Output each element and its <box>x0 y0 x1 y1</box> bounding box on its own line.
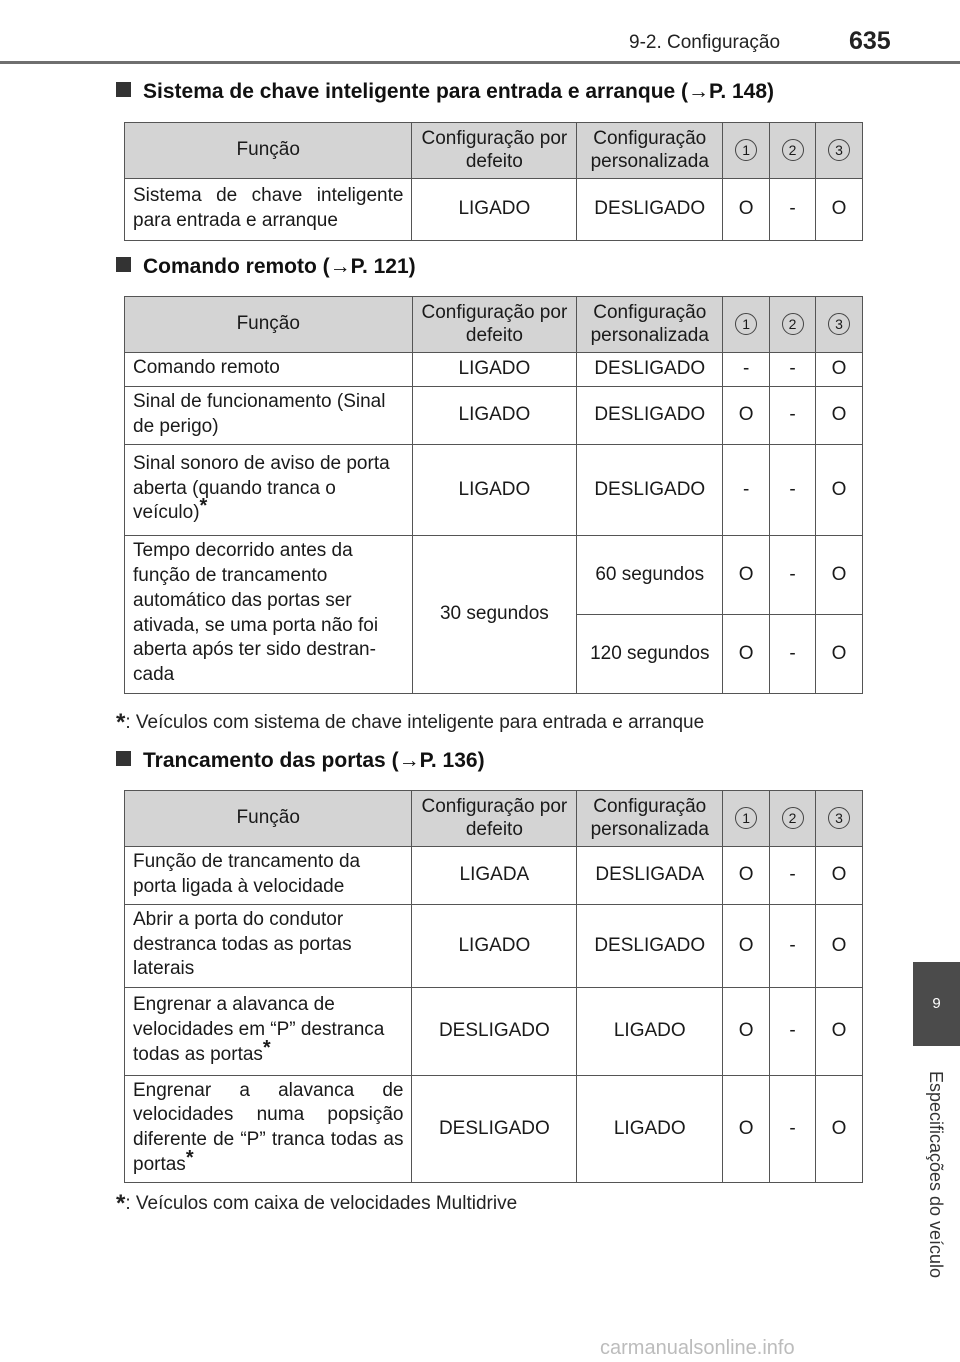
col-header-function: Função <box>125 297 413 353</box>
section-heading: 9-2. Configuração <box>629 32 781 53</box>
col-header-default: Configuração por defeito <box>412 297 577 353</box>
custom-cell: LIGADO <box>577 1076 723 1183</box>
table-header-row <box>125 791 863 847</box>
method-1-cell: O <box>723 615 770 694</box>
table-row <box>125 445 863 536</box>
method-2-cell: - <box>770 445 816 536</box>
table-row <box>125 905 863 988</box>
function-cell: Engrenar a alavanca de velocidades em “P” destranca todas as portas* <box>125 988 412 1076</box>
chapter-tab-label: Especificações do veículo <box>926 1070 947 1278</box>
function-cell: Função de trancamento da porta ligada à velocidade <box>125 847 412 905</box>
col-header-function: Função <box>125 123 412 179</box>
custom-cell: DESLIGADO <box>577 445 723 536</box>
custom-cell: DESLIGADA <box>577 847 723 905</box>
bullet-square-icon <box>116 257 131 272</box>
method-2-cell: - <box>770 905 816 988</box>
default-cell: DESLIGADO <box>412 1076 577 1183</box>
table-row <box>125 353 863 387</box>
custom-cell: DESLIGADO <box>577 387 723 445</box>
method-2-cell: - <box>770 387 816 445</box>
method-2-icon: 2 <box>782 807 804 829</box>
method-1-cell: O <box>723 179 770 241</box>
method-2-icon: 2 <box>782 139 804 161</box>
bullet-square-icon <box>116 751 131 766</box>
function-cell: Engrenar a alavanca de velocidades numa popsição diferente de “P” tranca todas as portas* <box>125 1076 412 1183</box>
table-row <box>125 179 863 241</box>
custom-cell: 60 segundos <box>577 536 723 615</box>
function-cell: Sinal sonoro de aviso de porta aberta (quando tranca o veículo)* <box>125 445 413 536</box>
col-header-custom: Configuração personalizada <box>577 123 723 179</box>
method-2-cell: - <box>770 988 816 1076</box>
function-cell: Comando remoto <box>125 353 413 387</box>
custom-cell: 120 segundos <box>577 615 723 694</box>
section-title-door-lock: Trancamento das portas (→P. 136) <box>116 749 485 773</box>
default-cell: LIGADO <box>412 905 577 988</box>
method-3-icon: 3 <box>828 139 850 161</box>
table-header-row <box>125 297 863 353</box>
method-3-cell: O <box>816 179 863 241</box>
method-1-cell: O <box>723 1076 770 1183</box>
default-cell: LIGADO <box>412 387 577 445</box>
method-3-cell: O <box>816 847 863 905</box>
col-header-function: Função <box>125 791 412 847</box>
function-cell: Tempo decorrido antes da função de trancamento automático das portas ser ativada, se uma porta não foi aberta após ter sido destran-cada <box>125 536 413 694</box>
chapter-tab: 9 <box>913 962 960 1046</box>
footnote-marker: * <box>199 495 208 518</box>
col-header-custom: Configuração personalizada <box>577 297 723 353</box>
method-1-cell: - <box>723 445 770 536</box>
page-header <box>0 0 960 64</box>
method-1-cell: O <box>723 536 770 615</box>
method-3-cell: O <box>816 988 863 1076</box>
table-row <box>125 847 863 905</box>
table-row <box>125 988 863 1076</box>
footnote-multidrive: *: Veículos com caixa de velocidades Multidrive <box>116 1190 518 1217</box>
settings-table-smart-key <box>124 122 863 241</box>
custom-cell: LIGADO <box>577 988 723 1076</box>
col-header-custom: Configuração personalizada <box>577 791 723 847</box>
method-3-cell: O <box>816 353 863 387</box>
footnote-marker: * <box>185 1146 194 1169</box>
method-2-cell: - <box>770 847 816 905</box>
bullet-square-icon <box>116 82 131 97</box>
footnote-marker: * <box>262 1036 271 1059</box>
method-2-cell: - <box>770 353 816 387</box>
method-2-cell: - <box>770 536 816 615</box>
function-cell: Sistema de chave inteligente para entrada e arranque <box>125 179 412 241</box>
custom-cell: DESLIGADO <box>577 353 723 387</box>
function-cell: Abrir a porta do condutor destranca todas as portas laterais <box>125 905 412 988</box>
default-cell: 30 segundos <box>412 536 577 694</box>
table-row <box>125 536 863 615</box>
default-cell: LIGADA <box>412 847 577 905</box>
method-3-cell: O <box>816 445 863 536</box>
default-cell: DESLIGADO <box>412 988 577 1076</box>
method-1-cell: O <box>723 387 770 445</box>
watermark: carmanualsonline.info <box>600 1337 795 1359</box>
method-1-cell: - <box>723 353 770 387</box>
method-2-cell: - <box>770 615 816 694</box>
table-row <box>125 1076 863 1183</box>
method-1-icon: 1 <box>735 139 757 161</box>
section-title-remote: Comando remoto (→P. 121) <box>116 255 416 279</box>
method-1-icon: 1 <box>735 807 757 829</box>
method-3-cell: O <box>816 1076 863 1183</box>
custom-cell: DESLIGADO <box>577 179 723 241</box>
settings-table-remote <box>124 296 863 694</box>
settings-table-door-lock <box>124 790 863 1183</box>
table-row <box>125 387 863 445</box>
custom-cell: DESLIGADO <box>577 905 723 988</box>
method-3-cell: O <box>816 536 863 615</box>
method-2-icon: 2 <box>782 313 804 335</box>
function-cell: Sinal de funcionamento (Sinal de perigo) <box>125 387 413 445</box>
method-2-cell: - <box>770 1076 816 1183</box>
method-1-cell: O <box>723 847 770 905</box>
col-header-default: Configuração por defeito <box>412 123 577 179</box>
default-cell: LIGADO <box>412 445 577 536</box>
table-header-row <box>125 123 863 179</box>
method-3-cell: O <box>816 387 863 445</box>
header-rule <box>0 61 960 64</box>
method-3-icon: 3 <box>828 807 850 829</box>
default-cell: LIGADO <box>412 179 577 241</box>
method-2-cell: - <box>770 179 816 241</box>
section-title-smart-key: Sistema de chave inteligente para entrada e arranque (→P. 148) <box>116 80 774 104</box>
method-3-cell: O <box>816 905 863 988</box>
method-1-cell: O <box>723 905 770 988</box>
footnote-smart-key: *: Veículos com sistema de chave inteligente para entrada e arranque <box>116 709 705 736</box>
method-1-icon: 1 <box>735 313 757 335</box>
method-3-icon: 3 <box>828 313 850 335</box>
col-header-default: Configuração por defeito <box>412 791 577 847</box>
page-number: 635 <box>849 27 891 55</box>
method-1-cell: O <box>723 988 770 1076</box>
method-3-cell: O <box>816 615 863 694</box>
default-cell: LIGADO <box>412 353 577 387</box>
